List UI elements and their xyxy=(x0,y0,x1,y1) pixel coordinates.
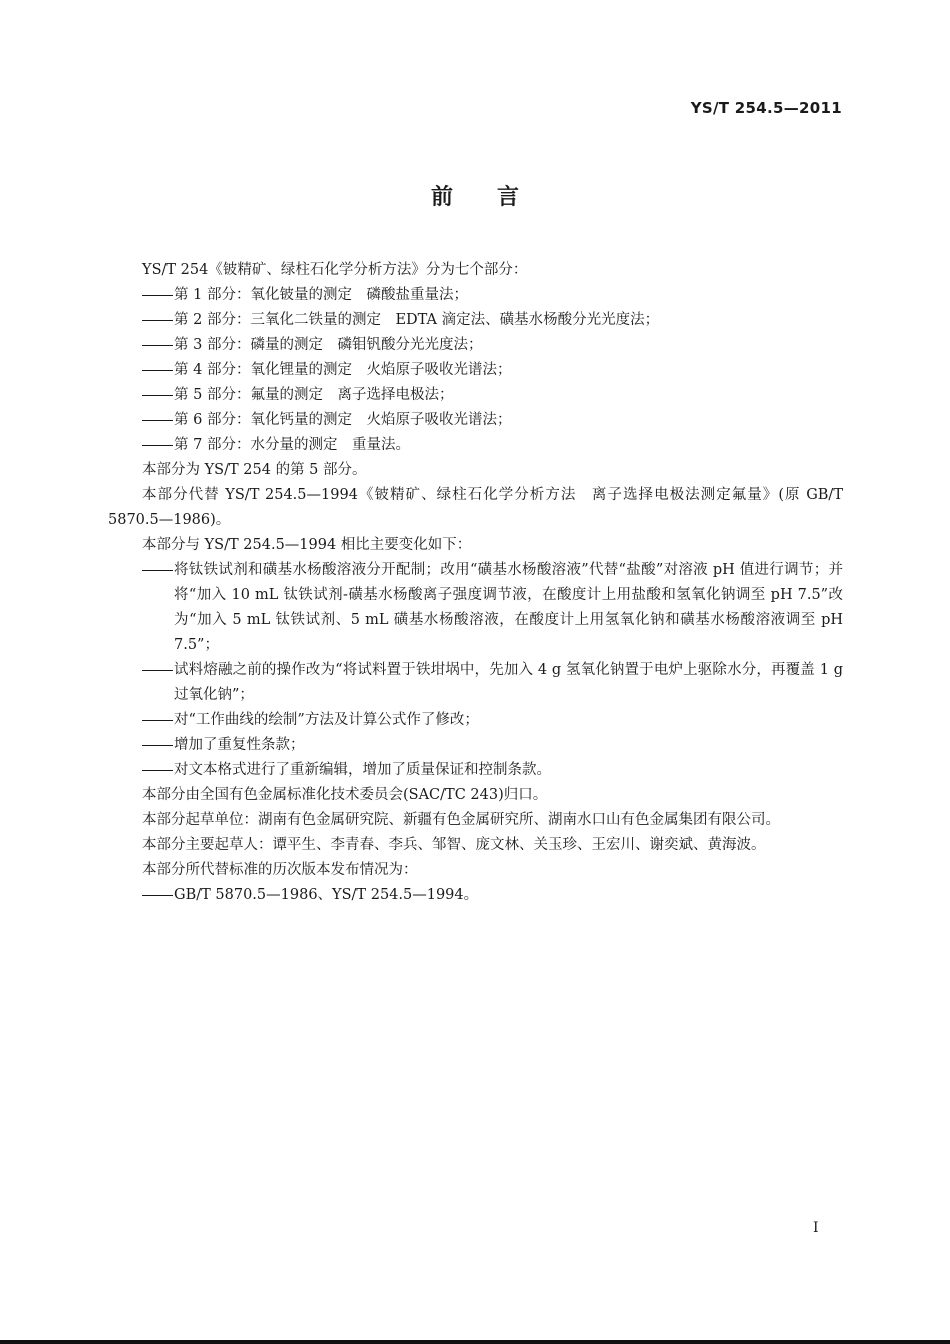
this-part-paragraph: 本部分为 YS/T 254 的第 5 部分。 xyxy=(142,462,367,478)
dash-marker xyxy=(142,558,174,658)
list-item: 第 3 部分：磷量的测定 磷钼钒酸分光光度法； xyxy=(142,333,843,358)
list-item: 第 1 部分：氧化铍量的测定 磷酸盐重量法； xyxy=(142,283,843,308)
replaces-paragraph: 本部分代替 YS/T 254.5—1994《铍精矿、绿柱石化学分析方法 离子选择电极法测定氟量》(原 GB/T 5870.5—1986)。 xyxy=(108,487,843,528)
dash-marker xyxy=(142,283,174,308)
list-item: 第 7 部分：水分量的测定 重量法。 xyxy=(142,433,843,458)
intro-paragraph: YS/T 254《铍精矿、绿柱石化学分析方法》分为七个部分： xyxy=(142,262,528,278)
foreword-body xyxy=(108,258,843,908)
page-number: I xyxy=(813,1220,819,1236)
committee-paragraph: 本部分由全国有色金属标准化技术委员会(SAC/TC 243)归口。 xyxy=(142,787,548,803)
dash-marker xyxy=(142,733,174,758)
list-item: 第 5 部分：氟量的测定 离子选择电极法； xyxy=(142,383,843,408)
dash-marker xyxy=(142,758,174,783)
dash-marker xyxy=(142,308,174,333)
list-item: 将钛铁试剂和磺基水杨酸溶液分开配制；改用“磺基水杨酸溶液”代替“盐酸”对溶液 pH 值进行调节；并将“加入 10 mL 钛铁试剂-磺基水杨酸离子强度调节液，在酸度计上用盐酸和氢氧化钠调至 pH 7.5”改为“加入 5 mL 钛铁试剂、5 mL 磺基水杨酸溶液，在酸度计上用氢氧化钠和磺基水杨酸溶液调至 pH 7.5”； xyxy=(142,558,843,658)
list-item: 第 4 部分：氧化锂量的测定 火焰原子吸收光谱法； xyxy=(142,358,843,383)
bottom-rule xyxy=(0,1340,950,1344)
dash-marker xyxy=(142,408,174,433)
dash-marker xyxy=(142,358,174,383)
dash-marker xyxy=(142,333,174,358)
changes-intro-paragraph: 本部分与 YS/T 254.5—1994 相比主要变化如下： xyxy=(142,537,472,553)
list-item: 对“工作曲线的绘制”方法及计算公式作了修改； xyxy=(142,708,843,733)
history-intro-paragraph: 本部分所代替标准的历次版本发布情况为： xyxy=(142,862,418,878)
list-item: 增加了重复性条款； xyxy=(142,733,843,758)
list-item: 第 2 部分：三氧化二铁量的测定 EDTA 滴定法、磺基水杨酸分光光度法； xyxy=(142,308,843,333)
standard-code: YS/T 254.5—2011 xyxy=(690,99,842,117)
list-item: 试料熔融之前的操作改为“将试料置于铁坩埚中，先加入 4 g 氢氧化钠置于电炉上驱除水分，再覆盖 1 g 过氧化钠”； xyxy=(142,658,843,708)
drafting-units-paragraph: 本部分起草单位：湖南有色金属研究院、新疆有色金属研究所、湖南水口山有色金属集团有限公司。 xyxy=(142,812,780,828)
list-item: 第 6 部分：氧化钙量的测定 火焰原子吸收光谱法； xyxy=(142,408,843,433)
list-item: GB/T 5870.5—1986、YS/T 254.5—1994。 xyxy=(142,883,843,908)
dash-marker xyxy=(142,433,174,458)
page-title: 前言 xyxy=(430,185,563,210)
dash-marker xyxy=(142,883,174,908)
drafters-paragraph: 本部分主要起草人：谭平生、李青春、李兵、邹智、庞文林、关玉珍、王宏川、谢奕斌、黄海波。 xyxy=(142,837,766,853)
dash-marker xyxy=(142,708,174,733)
list-item: 对文本格式进行了重新编辑，增加了质量保证和控制条款。 xyxy=(142,758,843,783)
dash-marker xyxy=(142,383,174,408)
dash-marker xyxy=(142,658,174,708)
